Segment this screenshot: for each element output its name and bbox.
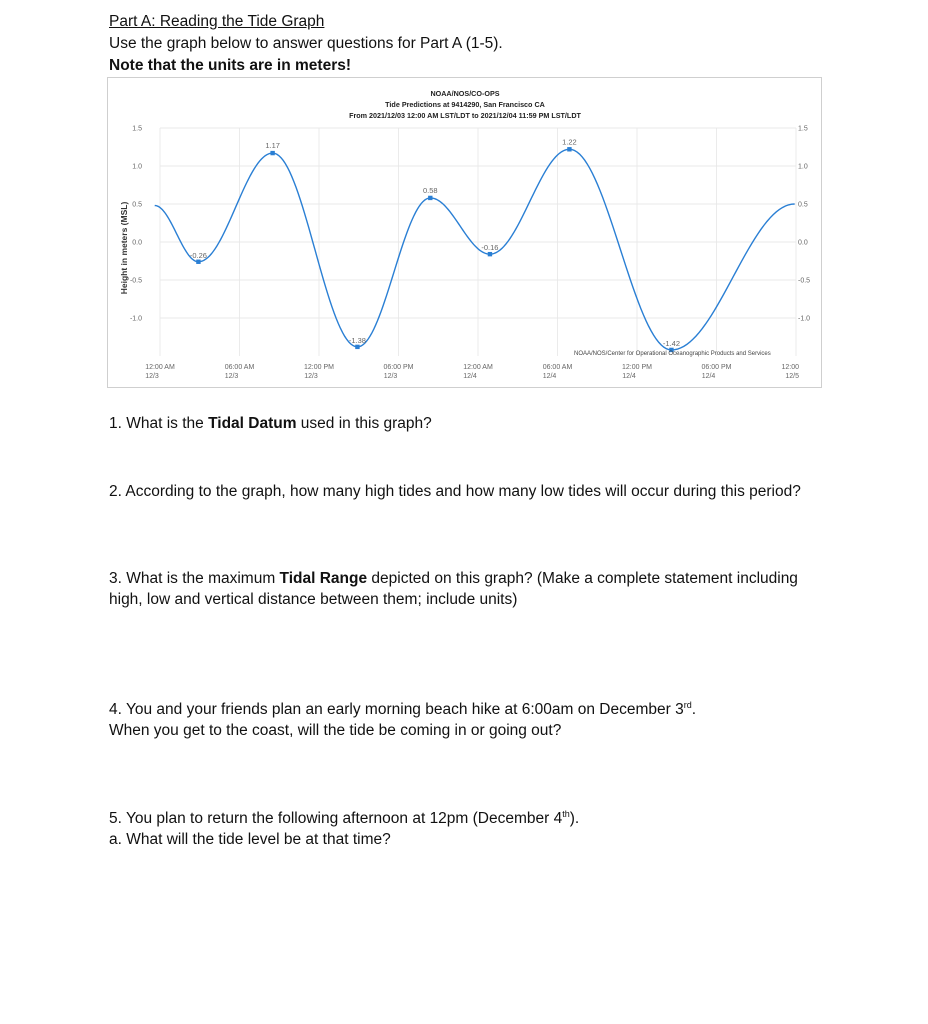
x-tick-date: 12/4 xyxy=(542,373,557,380)
y-tick-label: 1.0 xyxy=(132,163,142,171)
y-tick-label-right: 1.5 xyxy=(798,125,808,133)
y-tick-label-right: -0.5 xyxy=(798,277,811,285)
question-1-bold: Tidal Datum xyxy=(208,415,297,432)
question-5 xyxy=(109,808,579,850)
y-axis-label: Height in meters (MSL) xyxy=(119,201,129,295)
extremum-marker xyxy=(270,151,274,155)
question-5-sup: th xyxy=(562,808,570,819)
question-3-line-2: high, low and vertical distance between them; include units) xyxy=(109,591,518,608)
question-3-pre: 3. What is the maximum xyxy=(109,570,280,587)
tide-chart-svg xyxy=(108,78,821,387)
extremum-label: -0.16 xyxy=(481,243,499,253)
question-4-sup: rd xyxy=(683,699,692,710)
chart-date-range: From 2021/12/03 12:00 AM LST/LDT to 2021/12/04 11:59 PM LST/LDT xyxy=(349,111,581,120)
x-tick-label: 06:00 PM xyxy=(383,364,414,371)
extremum-marker xyxy=(196,260,200,264)
question-5-line-2: a. What will the tide level be at that time? xyxy=(109,831,391,848)
tide-series xyxy=(155,149,795,350)
extremum-label: 1.17 xyxy=(265,141,280,151)
x-tick-date: 12/3 xyxy=(145,373,159,380)
question-3-post: depicted on this graph? (Make a complete statement including xyxy=(367,570,798,587)
y-tick-label-right: 0.0 xyxy=(798,239,808,247)
chart-credit: NOAA/NOS/Center for Operational Oceanographic Products and Services xyxy=(574,351,771,357)
x-tick-label: 12:00 AM xyxy=(145,364,175,371)
x-tick-label: 06:00 AM xyxy=(542,364,573,371)
y-tick-label: 1.5 xyxy=(132,125,142,133)
x-tick-label: 12:00 xyxy=(781,364,799,371)
extremum-label: -1.38 xyxy=(348,335,366,345)
x-tick-date: 12/5 xyxy=(785,373,799,380)
x-tick-label: 06:00 AM xyxy=(224,364,255,371)
question-4-line-1 xyxy=(109,699,696,720)
question-3 xyxy=(109,568,798,610)
extremum-marker xyxy=(355,345,359,349)
question-1-pre: 1. What is the xyxy=(109,415,209,432)
x-tick-labels xyxy=(145,364,799,380)
x-tick-date: 12/4 xyxy=(463,373,477,380)
question-4-pre: 4. You and your friends plan an early morning beach hike at 6:00am on December 3 xyxy=(109,701,684,718)
x-tick-label: 06:00 PM xyxy=(701,364,732,371)
extremum-label: -0.26 xyxy=(189,250,207,260)
units-note: Note that the units are in meters! xyxy=(109,57,352,74)
page-heading: Part A: Reading the Tide Graph xyxy=(109,13,325,30)
x-tick-date: 12/4 xyxy=(622,373,636,380)
x-tick-date: 12/4 xyxy=(701,373,716,380)
question-3-bold: Tidal Range xyxy=(279,570,368,587)
x-tick-label: 12:00 PM xyxy=(622,364,652,371)
extremum-label: 0.58 xyxy=(422,185,438,195)
chart-subtitle: Tide Predictions at 9414290, San Francisco CA xyxy=(385,100,545,109)
x-tick-date: 12/3 xyxy=(224,373,239,380)
y-tick-label: 0.5 xyxy=(132,201,142,209)
y-tick-label-right: 1.0 xyxy=(798,163,808,171)
y-tick-label-right: -1.0 xyxy=(798,315,811,323)
intro-text: Use the graph below to answer questions for Part A (1-5). xyxy=(109,35,503,52)
extremum-marker xyxy=(488,252,492,256)
extremum-label: 1.22 xyxy=(562,137,577,147)
y-tick-labels xyxy=(130,126,810,323)
question-4-line-2: When you get to the coast, will the tide be coming in or going out? xyxy=(109,722,562,739)
tide-chart xyxy=(107,77,822,388)
question-5-pre: 5. You plan to return the following afternoon at 12pm (December 4 xyxy=(109,810,563,827)
x-tick-date: 12/3 xyxy=(304,373,318,380)
question-5-line-1 xyxy=(109,808,579,829)
question-1 xyxy=(109,413,432,434)
question-4 xyxy=(109,699,696,741)
extremum-label: -1.42 xyxy=(662,338,681,348)
x-tick-label: 12:00 PM xyxy=(304,364,334,371)
extremum-marker xyxy=(428,196,432,200)
y-tick-label: -1.0 xyxy=(129,315,142,323)
x-tick-date: 12/3 xyxy=(383,373,398,380)
question-4-post: . xyxy=(691,701,697,718)
y-tick-label-right: 0.5 xyxy=(798,201,808,209)
question-5-post: ). xyxy=(569,810,580,827)
y-tick-label: -0.5 xyxy=(129,277,142,285)
extremum-marker xyxy=(567,147,571,151)
grid-lines xyxy=(160,128,796,356)
question-1-post: used in this graph? xyxy=(296,415,432,432)
question-3-line-1 xyxy=(109,568,798,589)
chart-title: NOAA/NOS/CO-OPS xyxy=(430,89,500,98)
question-2: 2. According to the graph, how many high tides and how many low tides will occur during this period? xyxy=(109,483,801,500)
extrema-points xyxy=(190,137,680,352)
y-tick-label: 0.0 xyxy=(132,239,142,247)
tide-line xyxy=(155,149,795,350)
x-tick-label: 12:00 AM xyxy=(463,364,493,371)
